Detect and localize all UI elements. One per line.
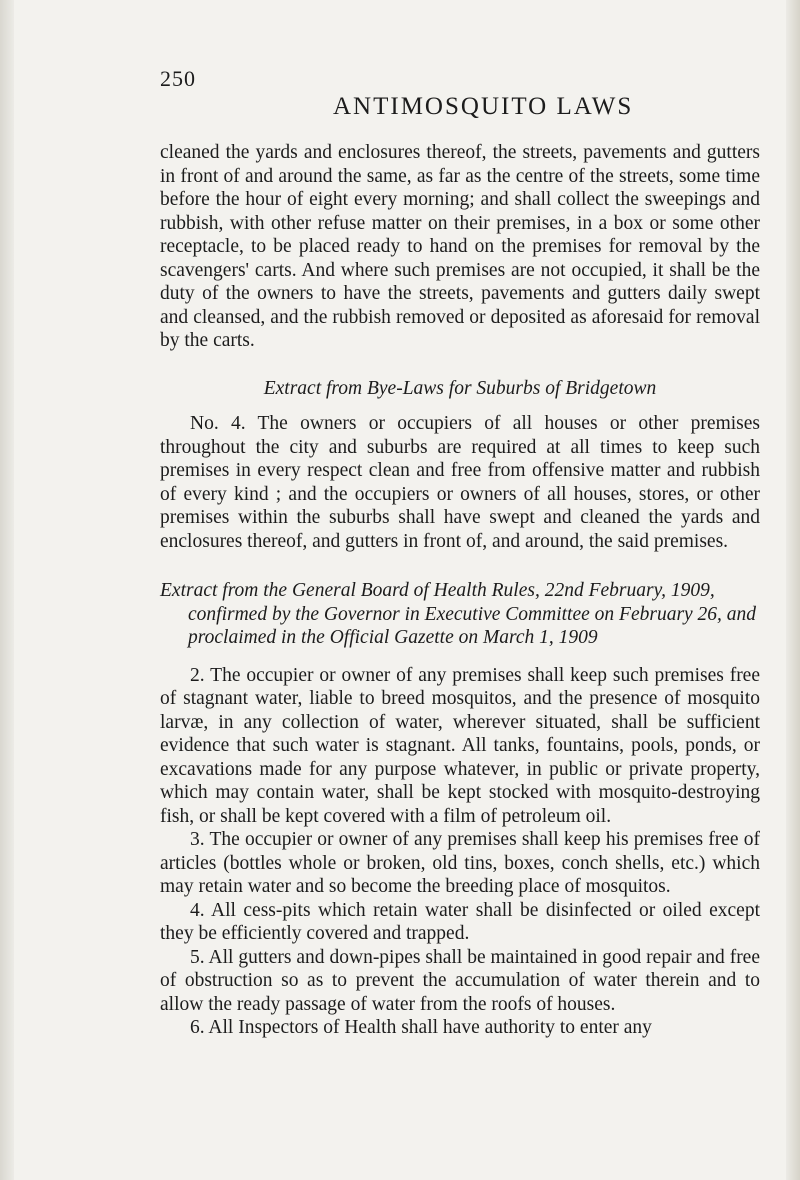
bylaw-rule-4: No. 4. The owners or occupiers of all houses or other premises throughout the city and suburbs are required at all times to keep such premises in every respect clean and free from offensive matter and rubbish of every kind ; and the occupiers or owners of all houses, stores, or other premises within the suburbs shall have swept and cleaned the yards and enclosures thereof, and gutters in front of, and around, the said premises. [160,413,760,552]
page-number: 250 [160,66,196,91]
section-heading-board-of-health: Extract from the General Board of Health Rules, 22nd February, 1909, confirmed by the Governor in Executive Committee on February 26, and proclaimed in the Official Gazette on March 1, 1909 [160,580,757,648]
page-edge [786,0,800,1180]
page-body [160,141,760,1040]
rule-paragraph: 2. The occupier or owner of any premises shall keep such premises free of stagnant water, liable to breed mosquitos, and the presence of mosquito larvæ, in any collection of water, wherever situated, shall be sufficient evidence that such water is stagnant. All tanks, fountains, pools, ponds, or excavations made for any purpose whatever, in public or private property, which may contain water, shall be kept stocked with mosquito-destroying fish, or shall be kept covered with a film of petroleum oil. [160,664,760,827]
running-head: ANTIMOSQUITO LAWS [333,93,634,120]
section-heading-bridgetown: Extract from Bye-Laws for Suburbs of Bridgetown [263,377,657,399]
opening-paragraph: cleaned the yards and enclosures thereof, the streets, pavements and gutters in front of and around the same, as far as the centre of the streets, some time before the hour of eight every morning; and shall collect the sweepings and rubbish, with other refuse matter on their premises, in a box or some other receptacle, to be placed ready to hand on the premises for removal by the scavengers' carts. And where such premises are not occupied, it shall be the duty of the owners to have the streets, pavements and gutters daily swept and cleansed, and the rubbish removed or deposited as aforesaid for removal by the carts. [160,142,760,351]
rule-paragraph: 3. The occupier or owner of any premises shall keep his premises free of articles (bottles whole or broken, old tins, boxes, conch shells, etc.) which may retain water and so become the breeding place of mosquitos. [160,829,760,897]
binding-edge [0,0,14,1180]
rule-paragraph: 6. All Inspectors of Health shall have authority to enter any [190,1017,652,1038]
rule-paragraph: 4. All cess-pits which retain water shall be disinfected or oiled except they be efficiently covered and trapped. [160,899,760,944]
rule-paragraph: 5. All gutters and down-pipes shall be maintained in good repair and free of obstruction so as to prevent the accumulation of water therein and to allow the ready passage of water from the roofs of houses. [160,946,760,1015]
